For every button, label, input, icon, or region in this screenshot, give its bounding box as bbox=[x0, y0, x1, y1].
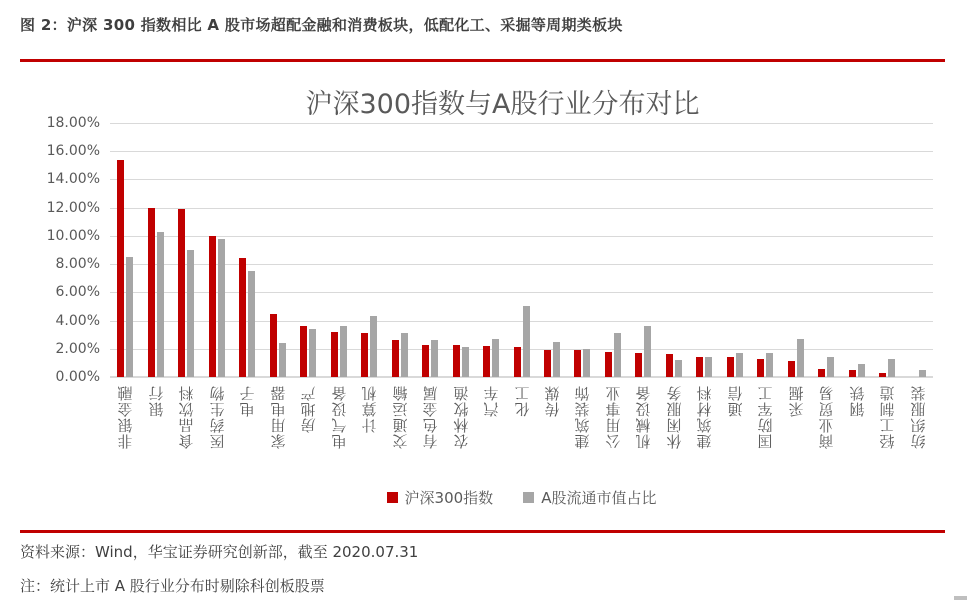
x-tick-label: 非银金融 bbox=[116, 385, 135, 449]
ashare-bar-21 bbox=[736, 353, 743, 377]
y-tick-label: 0.00% bbox=[55, 369, 100, 385]
csi300-bar-4 bbox=[209, 236, 216, 377]
x-tick-label: 银行 bbox=[147, 385, 166, 417]
x-tick-label: 通信 bbox=[726, 385, 745, 417]
x-tick-label: 公用事业 bbox=[604, 385, 623, 449]
ashare-bar-9 bbox=[370, 316, 377, 377]
x-tick-label: 建筑装饰 bbox=[573, 385, 592, 449]
csi300-legend-label: 沪深300指数 bbox=[404, 489, 494, 507]
x-tick-label: 医药生物 bbox=[208, 385, 227, 449]
gridline bbox=[110, 123, 933, 124]
y-tick-label: 12.00% bbox=[46, 199, 100, 216]
x-tick-label: 休闲服务 bbox=[665, 385, 684, 449]
y-tick-label: 6.00% bbox=[55, 284, 100, 301]
x-tick-label: 商业贸易 bbox=[817, 385, 836, 449]
x-tick-label: 钢铁 bbox=[848, 385, 867, 417]
ashare-bar-27 bbox=[919, 370, 926, 377]
ashare-bar-3 bbox=[187, 250, 194, 377]
gridline bbox=[110, 179, 933, 180]
ashare-bar-25 bbox=[858, 364, 865, 377]
ashare-bar-18 bbox=[644, 326, 651, 377]
csi300-bar-23 bbox=[788, 361, 795, 377]
y-tick-label: 2.00% bbox=[55, 340, 100, 357]
ashare-bar-17 bbox=[614, 333, 621, 377]
x-tick-label: 交通运输 bbox=[391, 385, 410, 449]
gridline bbox=[110, 264, 933, 265]
legend-item-ashare bbox=[523, 487, 656, 508]
csi300-bar-10 bbox=[392, 340, 399, 377]
ashare-bar-19 bbox=[675, 360, 682, 377]
ashare-bar-7 bbox=[309, 329, 316, 377]
y-tick-label: 18.00% bbox=[46, 115, 100, 131]
csi300-bar-3 bbox=[178, 209, 185, 377]
y-tick-label: 16.00% bbox=[46, 143, 100, 160]
csi300-bar-5 bbox=[239, 258, 246, 377]
csi300-bar-25 bbox=[849, 370, 856, 377]
ashare-legend-swatch bbox=[523, 492, 534, 503]
plot-area bbox=[110, 123, 933, 377]
corner-watermark bbox=[954, 596, 967, 600]
x-tick-label: 传媒 bbox=[543, 385, 562, 417]
ashare-bar-14 bbox=[523, 306, 530, 377]
csi300-bar-12 bbox=[453, 345, 460, 377]
x-axis-line bbox=[110, 376, 933, 378]
gridline bbox=[110, 349, 933, 350]
csi300-bar-6 bbox=[270, 314, 277, 378]
ashare-bar-11 bbox=[431, 340, 438, 377]
csi300-bar-7 bbox=[300, 326, 307, 377]
gridline bbox=[110, 321, 933, 322]
x-tick-label: 电气设备 bbox=[330, 385, 349, 449]
csi300-bar-20 bbox=[696, 357, 703, 377]
x-tick-label: 电子 bbox=[238, 385, 257, 417]
ashare-bar-23 bbox=[797, 339, 804, 377]
bottom-divider-line bbox=[20, 530, 945, 533]
ashare-bar-2 bbox=[157, 232, 164, 377]
csi300-bar-19 bbox=[666, 354, 673, 377]
ashare-bar-26 bbox=[888, 359, 895, 377]
top-divider-line bbox=[20, 59, 945, 62]
csi300-bar-8 bbox=[331, 332, 338, 377]
x-tick-label: 化工 bbox=[513, 385, 531, 417]
csi300-bar-18 bbox=[635, 353, 642, 377]
ashare-bar-20 bbox=[705, 357, 712, 377]
source-note: 资料来源：Wind，华宝证券研究创新部，截至 2020.07.31 bbox=[20, 543, 419, 561]
ashare-bar-13 bbox=[492, 339, 499, 377]
ashare-bar-12 bbox=[462, 347, 469, 377]
ashare-bar-4 bbox=[218, 239, 225, 377]
ashare-bar-15 bbox=[553, 342, 560, 377]
x-tick-label: 房地产 bbox=[299, 385, 318, 433]
x-tick-label: 农林牧渔 bbox=[452, 385, 471, 449]
csi300-bar-2 bbox=[148, 208, 155, 377]
y-tick-label: 4.00% bbox=[55, 312, 100, 329]
x-tick-label: 采掘 bbox=[787, 385, 806, 417]
csi300-bar-21 bbox=[727, 357, 734, 377]
ashare-bar-1 bbox=[126, 257, 133, 377]
x-tick-label: 有色金属 bbox=[421, 385, 440, 449]
gridline bbox=[110, 236, 933, 237]
csi300-bar-24 bbox=[818, 369, 825, 377]
csi300-bar-14 bbox=[514, 347, 521, 377]
y-tick-label: 10.00% bbox=[46, 227, 100, 244]
x-tick-label: 食品饮料 bbox=[177, 385, 196, 449]
csi300-bar-11 bbox=[422, 345, 429, 377]
legend-item-csi300 bbox=[387, 487, 494, 508]
ashare-bar-6 bbox=[279, 343, 286, 377]
csi300-bar-22 bbox=[757, 359, 764, 377]
x-tick-label: 纺织服装 bbox=[909, 385, 928, 449]
x-tick-label: 计算机 bbox=[360, 385, 379, 433]
x-tick-label: 国防军工 bbox=[756, 385, 775, 449]
csi300-bar-9 bbox=[361, 333, 368, 377]
legend bbox=[110, 487, 933, 508]
csi300-bar-17 bbox=[605, 352, 612, 377]
csi300-bar-1 bbox=[117, 160, 124, 377]
ashare-bar-24 bbox=[827, 357, 834, 377]
gridline bbox=[110, 208, 933, 209]
x-tick-label: 机械设备 bbox=[634, 385, 653, 449]
chart-title: 沪深300指数与A股行业分布对比 bbox=[305, 89, 700, 120]
ashare-bar-22 bbox=[766, 353, 773, 377]
csi300-bar-26 bbox=[879, 373, 886, 377]
csi300-bar-15 bbox=[544, 350, 551, 377]
y-tick-label: 14.00% bbox=[46, 171, 100, 188]
y-tick-label: 8.00% bbox=[55, 256, 100, 273]
gridline bbox=[110, 292, 933, 293]
ashare-bar-10 bbox=[401, 333, 408, 377]
x-tick-label: 汽车 bbox=[482, 385, 501, 417]
csi300-bar-13 bbox=[483, 346, 490, 377]
ashare-legend-label: A股流通市值占比 bbox=[541, 489, 657, 507]
x-tick-label: 轻工制造 bbox=[878, 385, 897, 449]
ashare-bar-8 bbox=[340, 326, 347, 377]
gridline bbox=[110, 151, 933, 152]
x-tick-label: 家用电器 bbox=[269, 385, 288, 449]
csi300-bar-16 bbox=[574, 350, 581, 377]
x-tick-label: 建筑材料 bbox=[695, 385, 714, 449]
csi300-legend-swatch bbox=[387, 492, 398, 503]
y-axis bbox=[0, 0, 100, 400]
footnote: 注：统计上市 A 股行业分布时剔除科创板股票 bbox=[20, 577, 325, 595]
ashare-bar-16 bbox=[583, 349, 590, 377]
figure-caption: 图 2：沪深 300 指数相比 A 股市场超配金融和消费板块，低配化工、采掘等周期类板块 bbox=[20, 16, 623, 34]
ashare-bar-5 bbox=[248, 271, 255, 377]
